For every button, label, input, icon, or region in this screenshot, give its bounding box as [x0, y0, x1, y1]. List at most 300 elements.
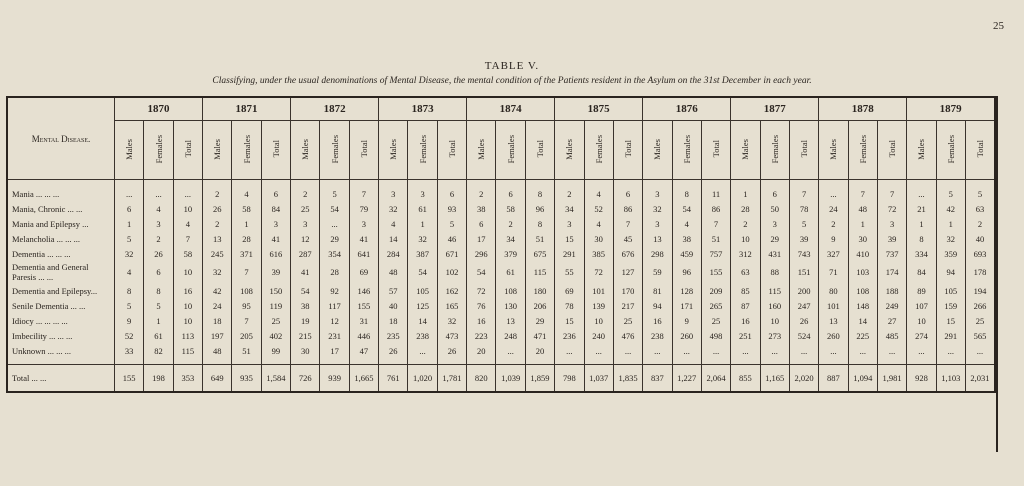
subheader-males	[907, 121, 936, 180]
table-cell: 7	[349, 186, 378, 201]
table-cell: 3	[877, 216, 906, 231]
table-cell: 498	[701, 328, 730, 343]
table-cell: 7	[789, 186, 818, 201]
table-cell: 2	[555, 186, 584, 201]
disease-name: Senile Dementia ... ...	[7, 298, 115, 313]
table-row	[7, 283, 995, 298]
table-cell: 178	[965, 261, 995, 283]
table-body	[7, 180, 995, 393]
table-cell: 4	[584, 186, 613, 201]
table-cell: 431	[760, 246, 789, 261]
table-cell: 2	[203, 216, 232, 231]
table-cell: ...	[320, 216, 349, 231]
table-cell: 108	[232, 283, 261, 298]
table-cell: 7	[232, 313, 261, 328]
year-header: 1872	[291, 97, 379, 121]
table-cell: 743	[789, 246, 818, 261]
table-cell: 39	[877, 231, 906, 246]
table-cell: 107	[907, 298, 936, 313]
subheader-females	[408, 121, 437, 180]
table-cell: 48	[203, 343, 232, 358]
table-cell: 761	[379, 365, 408, 393]
table-cell: 8	[525, 186, 554, 201]
table-cell: 4	[173, 216, 202, 231]
table-cell: 2	[291, 186, 320, 201]
table-cell: 1	[848, 216, 877, 231]
subheader-total	[877, 121, 906, 180]
table-cell: 928	[907, 365, 936, 393]
table-cell: 9	[819, 231, 848, 246]
table-cell: 2	[819, 216, 848, 231]
table-cell: 54	[320, 201, 349, 216]
table-cell: 200	[789, 283, 818, 298]
table-cell: 61	[144, 328, 173, 343]
table-cell: 194	[965, 283, 995, 298]
table-cell: 94	[936, 261, 965, 283]
table-cell: 32	[643, 201, 672, 216]
table-cell: 162	[437, 283, 466, 298]
table-cell: 371	[232, 246, 261, 261]
subheader-label: Total	[799, 140, 810, 158]
table-cell: 7	[232, 261, 261, 283]
table-cell: 225	[848, 328, 877, 343]
table-cell: 8	[672, 186, 701, 201]
table-cell: 16	[643, 313, 672, 328]
table-cell: 58	[496, 201, 525, 216]
year-header: 1876	[643, 97, 731, 121]
table-cell: 188	[877, 283, 906, 298]
table-cell: 231	[320, 328, 349, 343]
table-cell: ...	[731, 343, 760, 358]
table-cell: 96	[672, 261, 701, 283]
table-cell: 223	[467, 328, 496, 343]
table-cell: 93	[437, 201, 466, 216]
table-cell: 69	[555, 283, 584, 298]
table-cell: 34	[555, 201, 584, 216]
table-cell: 159	[936, 298, 965, 313]
table-cell: ...	[144, 186, 173, 201]
table-cell: 87	[731, 298, 760, 313]
subheader-total	[965, 121, 995, 180]
subheader-label: Females	[769, 134, 780, 164]
table-cell: 115	[173, 343, 202, 358]
subheader-label: Males	[300, 138, 311, 160]
table-cell: 58	[232, 201, 261, 216]
table-cell: 25	[291, 201, 320, 216]
subheader-label: Males	[916, 138, 927, 160]
table-cell: 160	[760, 298, 789, 313]
table-cell: 155	[701, 261, 730, 283]
table-cell: 117	[320, 298, 349, 313]
disease-name: Total ... ...	[7, 365, 115, 393]
table-cell: 16	[731, 313, 760, 328]
table-cell: 18	[379, 313, 408, 328]
table-cell: 2,020	[789, 365, 818, 393]
table-cell: 273	[760, 328, 789, 343]
table-cell: 155	[349, 298, 378, 313]
subheader-total	[261, 121, 290, 180]
table-cell: 127	[613, 261, 642, 283]
table-cell: ...	[701, 343, 730, 358]
table-cell: 1,584	[261, 365, 290, 393]
table-cell: 334	[907, 246, 936, 261]
subheader-males	[819, 121, 848, 180]
table-cell: 3	[555, 216, 584, 231]
table-cell: 86	[613, 201, 642, 216]
table-cell: 41	[291, 261, 320, 283]
year-header-row	[7, 97, 995, 121]
table-cell: 41	[349, 231, 378, 246]
table-cell: 128	[672, 283, 701, 298]
table-row	[7, 201, 995, 216]
table-cell: 14	[379, 231, 408, 246]
table-cell: 96	[525, 201, 554, 216]
table-cell: 54	[672, 201, 701, 216]
table-cell: 113	[173, 328, 202, 343]
table-cell: 1,020	[408, 365, 437, 393]
table-cell: 29	[760, 231, 789, 246]
table-cell: ...	[555, 343, 584, 358]
table-cell: 2	[965, 216, 995, 231]
table-cell: 1	[936, 216, 965, 231]
table-cell: 327	[819, 246, 848, 261]
table-cell: 103	[848, 261, 877, 283]
table-cell: 820	[467, 365, 496, 393]
table-cell: 2	[144, 231, 173, 246]
table-cell: 45	[613, 231, 642, 246]
subheader-total	[437, 121, 466, 180]
year-header: 1877	[731, 97, 819, 121]
table-cell: 57	[379, 283, 408, 298]
table-cell: 473	[437, 328, 466, 343]
table-cell: 1,227	[672, 365, 701, 393]
table-cell: 485	[877, 328, 906, 343]
subheader-label: Total	[887, 140, 898, 158]
year-header: 1878	[819, 97, 907, 121]
disease-name: Mania ... ... ...	[7, 186, 115, 201]
table-cell: 1,781	[437, 365, 466, 393]
table-cell: 174	[877, 261, 906, 283]
table-cell: 5	[789, 216, 818, 231]
table-cell: 247	[789, 298, 818, 313]
table-cell: 10	[173, 313, 202, 328]
subheader-males	[115, 121, 144, 180]
table-cell: 17	[467, 231, 496, 246]
subheader-label: Females	[241, 134, 252, 164]
table-cell: ...	[496, 343, 525, 358]
table-cell: 10	[173, 298, 202, 313]
year-header: 1873	[379, 97, 467, 121]
table-cell: 81	[643, 283, 672, 298]
table-cell: 15	[555, 231, 584, 246]
table-cell: 51	[232, 343, 261, 358]
table-cell: 14	[408, 313, 437, 328]
table-cell: 79	[349, 201, 378, 216]
table-cell: ...	[613, 343, 642, 358]
table-cell: 32	[437, 313, 466, 328]
table-cell: 4	[115, 261, 144, 283]
table-cell: 9	[672, 313, 701, 328]
table-cell: 296	[467, 246, 496, 261]
table-cell: 1	[115, 216, 144, 231]
table-cell: 180	[525, 283, 554, 298]
table-cell: 4	[379, 216, 408, 231]
table-cell: 25	[261, 313, 290, 328]
subheader-label: Total	[270, 140, 281, 158]
table-cell: 10	[173, 261, 202, 283]
table-cell: 30	[584, 231, 613, 246]
table-cell: 89	[907, 283, 936, 298]
table-cell: 26	[789, 313, 818, 328]
table-cell: 42	[936, 201, 965, 216]
table-cell: ...	[584, 343, 613, 358]
table-cell: 76	[467, 298, 496, 313]
table-cell: 63	[965, 201, 995, 216]
table-cell: 8	[525, 216, 554, 231]
table-row	[7, 261, 995, 283]
table-cell: 5	[144, 298, 173, 313]
subheader-females	[496, 121, 525, 180]
disease-name: Dementia and General Paresis ... ...	[7, 261, 115, 283]
table-cell: 238	[408, 328, 437, 343]
table-cell: 10	[907, 313, 936, 328]
table-cell: 10	[584, 313, 613, 328]
mental-disease-table-container	[6, 96, 996, 393]
table-cell: 105	[936, 283, 965, 298]
table-cell: 105	[408, 283, 437, 298]
table-cell: 6	[467, 216, 496, 231]
table-cell: 26	[379, 343, 408, 358]
subheader-label: Males	[124, 138, 135, 160]
table-cell: 1	[144, 313, 173, 328]
table-row	[7, 216, 995, 231]
table-cell: 402	[261, 328, 290, 343]
table-row	[7, 186, 995, 201]
table-cell: 238	[643, 328, 672, 343]
table-cell: 72	[467, 283, 496, 298]
table-cell: 1	[232, 216, 261, 231]
table-cell: 108	[848, 283, 877, 298]
disease-column-header: Mental Disease.	[7, 97, 115, 180]
table-cell: 33	[115, 343, 144, 358]
table-cell: 50	[760, 201, 789, 216]
table-cell: 25	[701, 313, 730, 328]
table-cell: 28	[731, 201, 760, 216]
table-cell: 78	[555, 298, 584, 313]
table-cell: 1,165	[760, 365, 789, 393]
table-cell: 359	[936, 246, 965, 261]
table-cell: 63	[731, 261, 760, 283]
table-cell: 5	[437, 216, 466, 231]
table-cell: 284	[379, 246, 408, 261]
table-cell: ...	[965, 343, 995, 358]
table-cell: 6	[437, 186, 466, 201]
subheader-males	[731, 121, 760, 180]
year-header: 1870	[115, 97, 203, 121]
table-cell: 13	[203, 231, 232, 246]
table-cell: 32	[936, 231, 965, 246]
table-cell: 798	[555, 365, 584, 393]
table-cell: 476	[613, 328, 642, 343]
table-cell: 6	[144, 261, 173, 283]
table-cell: 32	[115, 246, 144, 261]
table-cell: 17	[320, 343, 349, 358]
disease-name: Melancholia ... ... ...	[7, 231, 115, 246]
table-cell: 3	[408, 186, 437, 201]
table-cell: 101	[819, 298, 848, 313]
table-cell: 148	[848, 298, 877, 313]
table-cell: 139	[584, 298, 613, 313]
table-cell: 4	[144, 201, 173, 216]
table-cell: 287	[291, 246, 320, 261]
subheader-females	[232, 121, 261, 180]
subheader-females	[848, 121, 877, 180]
subheader-label: Total	[446, 140, 457, 158]
table-cell: 19	[291, 313, 320, 328]
table-cell: 2,031	[965, 365, 995, 393]
subheader-label: Total	[623, 140, 634, 158]
table-cell: 32	[379, 201, 408, 216]
table-cell: 524	[789, 328, 818, 343]
subheader-females	[144, 121, 173, 180]
table-cell: ...	[789, 343, 818, 358]
table-cell: 1	[907, 216, 936, 231]
subheader-total	[789, 121, 818, 180]
table-cell: 26	[437, 343, 466, 358]
table-cell: 146	[349, 283, 378, 298]
table-cell: 209	[701, 283, 730, 298]
table-cell: 5	[965, 186, 995, 201]
subheader-label: Females	[857, 134, 868, 164]
table-cell: 385	[584, 246, 613, 261]
subheader-males	[555, 121, 584, 180]
table-cell: 16	[467, 313, 496, 328]
table-cell: 312	[731, 246, 760, 261]
subheader-label: Males	[828, 138, 839, 160]
table-cell: 260	[819, 328, 848, 343]
disease-name: Dementia ... ... ...	[7, 246, 115, 261]
table-cell: 7	[613, 216, 642, 231]
subheader-label: Total	[711, 140, 722, 158]
table-title: TABLE V.	[484, 60, 540, 72]
table-cell: 29	[320, 231, 349, 246]
table-cell: 7	[701, 216, 730, 231]
table-cell: 99	[261, 343, 290, 358]
table-cell: 887	[819, 365, 848, 393]
table-cell: 38	[672, 231, 701, 246]
subheader-males	[467, 121, 496, 180]
table-cell: 85	[731, 283, 760, 298]
table-cell: 14	[848, 313, 877, 328]
table-cell: 26	[203, 201, 232, 216]
table-cell: 291	[555, 246, 584, 261]
sex-header-row	[7, 121, 995, 180]
table-cell: ...	[907, 343, 936, 358]
table-cell: 3	[643, 216, 672, 231]
table-cell: 34	[496, 231, 525, 246]
table-cell: 3	[760, 216, 789, 231]
table-cell: 54	[467, 261, 496, 283]
subheader-total	[525, 121, 554, 180]
subheader-label: Females	[593, 134, 604, 164]
year-header: 1874	[467, 97, 555, 121]
table-cell: 78	[789, 201, 818, 216]
table-cell: 72	[584, 261, 613, 283]
table-cell: 2	[731, 216, 760, 231]
table-cell: 1,039	[496, 365, 525, 393]
table-cell: 471	[525, 328, 554, 343]
table-cell: 24	[819, 201, 848, 216]
table-cell: 101	[584, 283, 613, 298]
table-right-border	[996, 96, 998, 452]
table-cell: 151	[789, 261, 818, 283]
table-cell: 40	[379, 298, 408, 313]
table-cell: 42	[203, 283, 232, 298]
table-cell: 410	[848, 246, 877, 261]
subheader-label: Females	[417, 134, 428, 164]
table-cell: 82	[144, 343, 173, 358]
total-row	[7, 365, 995, 393]
subheader-label: Females	[153, 134, 164, 164]
table-row	[7, 313, 995, 328]
subheader-label: Total	[358, 140, 369, 158]
table-cell: 48	[379, 261, 408, 283]
disease-name: Imbecility ... ... ...	[7, 328, 115, 343]
table-cell: 27	[877, 313, 906, 328]
table-cell: 46	[437, 231, 466, 246]
table-cell: 1,103	[936, 365, 965, 393]
table-cell: 165	[437, 298, 466, 313]
table-cell: ...	[672, 343, 701, 358]
table-cell: 274	[907, 328, 936, 343]
table-cell: 266	[965, 298, 995, 313]
disease-name: Idiocy ... ... ... ...	[7, 313, 115, 328]
table-cell: 54	[408, 261, 437, 283]
subheader-label: Males	[740, 138, 751, 160]
table-cell: 616	[261, 246, 290, 261]
subheader-females	[584, 121, 613, 180]
table-cell: 48	[848, 201, 877, 216]
table-cell: 5	[115, 298, 144, 313]
subheader-males	[643, 121, 672, 180]
table-cell: 1,859	[525, 365, 554, 393]
subheader-females	[936, 121, 965, 180]
table-cell: 6	[496, 186, 525, 201]
table-cell: 28	[232, 231, 261, 246]
table-cell: 15	[555, 313, 584, 328]
table-cell: 88	[760, 261, 789, 283]
table-cell: 217	[613, 298, 642, 313]
table-cell: 47	[349, 343, 378, 358]
table-cell: 855	[731, 365, 760, 393]
table-cell: 10	[760, 313, 789, 328]
table-cell: 6	[760, 186, 789, 201]
table-cell: 51	[701, 231, 730, 246]
subheader-label: Males	[388, 138, 399, 160]
subheader-males	[379, 121, 408, 180]
table-cell: 58	[173, 246, 202, 261]
table-cell: 251	[731, 328, 760, 343]
table-cell: 1,037	[584, 365, 613, 393]
subheader-females	[760, 121, 789, 180]
table-cell: ...	[408, 343, 437, 358]
table-cell: 3	[144, 216, 173, 231]
table-cell: 2	[496, 216, 525, 231]
table-cell: 726	[291, 365, 320, 393]
table-cell: 32	[203, 261, 232, 283]
table-cell: 8	[144, 283, 173, 298]
subheader-label: Females	[681, 134, 692, 164]
